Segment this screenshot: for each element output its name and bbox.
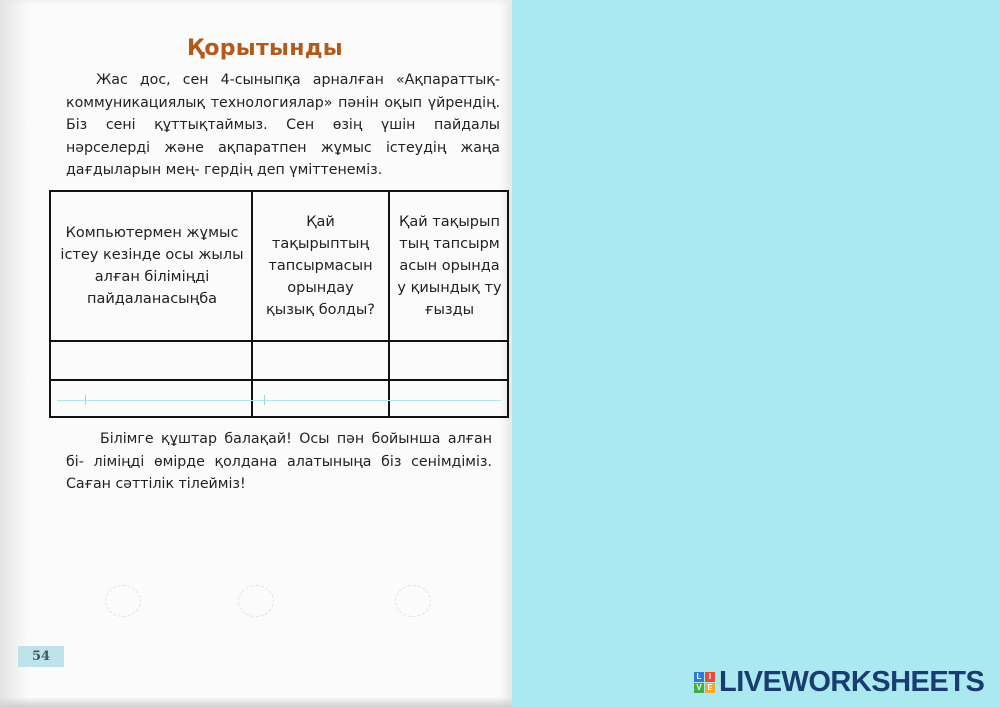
guide-tick — [85, 395, 86, 405]
logo-letter: E — [705, 683, 715, 693]
logo-letter: I — [705, 672, 715, 682]
faded-illustration — [395, 585, 431, 617]
answer-guide-line — [57, 400, 501, 401]
answer-cell-row2-col1[interactable] — [53, 381, 251, 416]
answer-cell-row2-col3[interactable] — [390, 381, 509, 416]
liveworksheets-icon — [694, 672, 715, 693]
reflection-table — [49, 190, 509, 418]
logo-letter: V — [694, 683, 704, 693]
answer-cell-row1-col3[interactable] — [390, 342, 509, 379]
brand-name: LIVEWORKSHEETS — [719, 665, 985, 698]
header-text-difficult-topic: Қай тақырыптың тапсырмасын орындау қиындық туғызды — [397, 214, 502, 318]
page-bottom-shadow — [0, 697, 512, 707]
answer-cell-row1-col1[interactable] — [53, 342, 251, 379]
liveworksheets-logo[interactable] — [694, 666, 984, 698]
table-header-cell — [53, 192, 251, 340]
page-binding-shadow — [0, 0, 28, 707]
header-text-interesting-topic: Қай тақырыптың тапсырмасын орындау қызық болды? — [266, 214, 375, 318]
table-header-cell — [390, 192, 509, 340]
intro-paragraph: Жас дос, сен 4-сыныпқа арналған «Ақпараттық-коммуникациялық технологиялар» пәнін оқып үйрендің. Біз сені құттықтаймыз. Сен өзің үшін пайдалы нәрселерді және ақпаратпен жұмыс істеудің жаңа дағдыларын мең- гердің деп үміттенеміз. — [66, 72, 500, 178]
guide-tick — [264, 395, 265, 405]
answer-cell-row1-col2[interactable] — [253, 342, 388, 379]
closing-paragraph: Білімге құштар балақай! Осы пән бойынша алған бі- лімiңді өмірде қолдана алатыныңа біз сенімдіміз. Саған сәттілік тілейміз! — [66, 431, 492, 492]
page-number: 54 — [18, 646, 64, 667]
answer-cell-row2-col2[interactable] — [253, 381, 388, 416]
faded-illustration — [238, 585, 274, 617]
header-text-knowledge-use: Компьютермен жұмыс істеу кезінде осы жылы алған біліміңді пайдаланасыңба — [60, 225, 244, 307]
logo-letter: L — [694, 672, 704, 682]
page-title: Қорытынды — [186, 36, 343, 61]
faded-illustration — [105, 585, 141, 617]
table-header-cell — [253, 192, 388, 340]
